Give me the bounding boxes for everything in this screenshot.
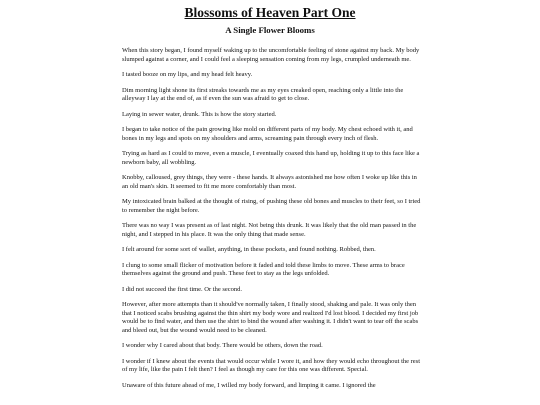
paragraph: When this story began, I found myself waking up to the uncomfortable feeling of stone against my back. My body slumped against a corner, and I could feel a sleeping sensation coming from my legs, crumpled underneath me. <box>122 47 420 63</box>
paragraph: However, after more attempts than it should've normally taken, I finally stood, shaking and pale. It was only then that I noticed scabs brushing against the thin shirt my body wore and realized I'd lost blood. I decided my first job would be to find water, and then use the shirt to bind the wound after washing it. I didn't want to tear off the scabs and bleed out, but the wound would need to be cleaned. <box>122 301 419 334</box>
paragraph: I tasted booze on my lips, and my head felt heavy. <box>122 71 253 78</box>
story-body <box>122 47 424 397</box>
paragraph: Knobby, calloused, grey things, they were - these hands. It always astonished me how often I woke up like this in an old man's skin. It seemed to fit me more comfortably than most. <box>122 174 417 190</box>
paragraph: I wonder if I knew about the events that would occur while I wore it, and how they would echo throughout the rest of my life, like the pain I felt then? I feel as though my care for this one was different. Special. <box>122 357 421 373</box>
paragraph: Trying as hard as I could to move, even a muscle, I eventually coaxed this hand up, holding it up to this face like a newborn baby, all wobbling. <box>122 150 420 166</box>
paragraph: Dim morning light shone its first streaks towards me as my eyes creaked open, reaching only a little into the alleyway I lay at the end of, as if even the sun was afraid to get to close. <box>122 86 404 102</box>
story-title: Blossoms of Heaven Part One <box>184 5 356 20</box>
story-subtitle: A Single Flower Blooms <box>225 25 315 35</box>
paragraph: There was no way I was present as of last night. Not being this drunk. It was likely that the old man passed in the night, and I stepped in his place. It was the only thing that made sense. <box>122 222 417 238</box>
paragraph: I began to take notice of the pain growing like mold on different parts of my body. My chest echoed with it, and bones in my legs and spots on my shoulders and arms, screaming pain through every inch of flesh. <box>122 126 413 142</box>
paragraph: I felt around for some sort of wallet, anything, in these pockets, and found nothing. Robbed, then. <box>122 246 376 253</box>
paragraph: I did not succeed the first time. Or the second. <box>122 285 243 293</box>
paragraph: Unaware of this future ahead of me, I willed my body forward, and limping it came. I ignored the <box>122 381 376 389</box>
paragraph: I wonder why I cared about that body. There would be others, down the road. <box>122 342 323 349</box>
paragraph: My intoxicated brain balked at the thought of rising, of pushing these old bones and muscles to their feet, so I tried to remember the night before. <box>122 198 421 214</box>
paragraph: I clung to some small flicker of motivation before it faded and told these limbs to move. These arms to brace themselves against the ground and push. These feet to stay as the legs unfolded. <box>122 261 405 277</box>
paragraph: Laying in sewer water, drunk. This is how the story started. <box>122 110 277 118</box>
